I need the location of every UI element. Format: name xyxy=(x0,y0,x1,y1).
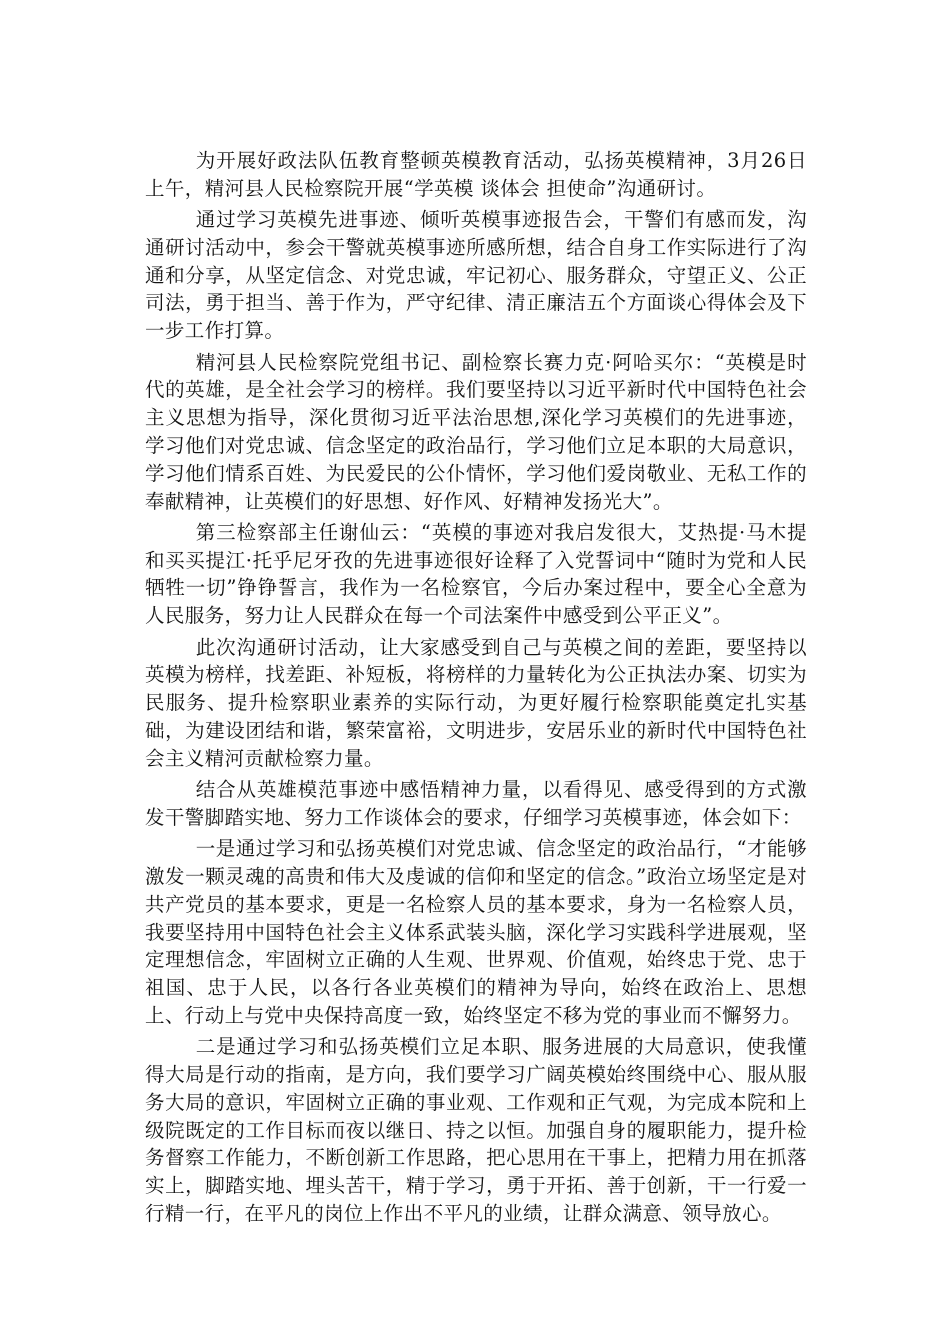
paragraph-8: 二是通过学习和弘扬英模们立足本职、服务进展的大局意识，使我懂得大局是行动的指南，是方向，我们要学习广阔英模始终围绕中心、服从服务大局的意识，牢固树立正确的事业观、工作观和正气观，为完成本院和上级院既定的工作目标而夜以继日、持之以恒。加强自身的履职能力，提升检务督察工作能力，不断创新工作思路，把心思用在干事上，把精力用在抓落实上，脚踏实地、埋头苦干，精于学习，勇于开拓、善于创新，干一行爱一行精一行，在平凡的岗位上作出不平凡的业绩，让群众满意、领导放心。 xyxy=(145,1035,807,1225)
paragraph-2: 通过学习英模先进事迹、倾听英模事迹报告会，干警们有感而发，沟通研讨活动中，参会干警就英模事迹所感所想，结合自身工作实际进行了沟通和分享，从坚定信念、对党忠诚，牢记初心、服务群众，守望正义、公正司法，勇于担当、善于作为，严守纪律、清正廉洁五个方面谈心得体会及下一步工作打算。 xyxy=(145,208,807,343)
document-body xyxy=(145,147,807,1231)
paragraph-3: 精河县人民检察院党组书记、副检察长赛力克·阿哈买尔：“英模是时代的英雄，是全社会学习的榜样。我们要坚持以习近平新时代中国特色社会主义思想为指导，深化贯彻习近平法治思想,深化学习英模们的先进事迹，学习他们对党忠诚、信念坚定的政治品行，学习他们立足本职的大局意识，学习他们情系百姓、为民爱民的公仆情怀，学习他们爱岗敬业、无私工作的奉献精神，让英模们的好思想、好作风、好精神发扬光大”。 xyxy=(145,350,807,513)
paragraph-6: 结合从英雄模范事迹中感悟精神力量，以看得见、感受得到的方式激发干警脚踏实地、努力工作谈体会的要求，仔细学习英模事迹，体会如下： xyxy=(145,778,807,829)
paragraph-7: 一是通过学习和弘扬英模们对党忠诚、信念坚定的政治品行，“才能够激发一颗灵魂的高贵和伟大及虔诚的信仰和坚定的信念。”政治立场坚定是对共产党员的基本要求，更是一名检察人员的基本要求，身为一名检察人员，我要坚持用中国特色社会主义体系武装头脑，深化学习实践科学进展观，坚定理想信念，牢固树立正确的人生观、世界观、价值观，始终忠于党、忠于祖国、忠于人民，以各行各业英模们的精神为导向，始终在政治上、思想上、行动上与党中央保持高度一致，始终坚定不移为党的事业而不懈努力。 xyxy=(145,837,807,1027)
paragraph-5: 此次沟通研讨活动，让大家感受到自己与英模之间的差距，要坚持以英模为榜样，找差距、补短板，将榜样的力量转化为公正执法办案、切实为民服务、提升检察职业素养的实际行动，为更好履行检察职能奠定扎实基础，为建设团结和谐，繁荣富裕，文明进步，安居乐业的新时代中国特色社会主义精河贡献检察力量。 xyxy=(145,635,807,770)
paragraph-1: 为开展好政法队伍教育整顿英模教育活动，弘扬英模精神，3月26日上午，精河县人民检察院开展“学英模 谈体会 担使命”沟通研讨。 xyxy=(145,149,807,200)
paragraph-4: 第三检察部主任谢仙云：“英模的事迹对我启发很大，艾热提·马木提和买买提江·托乎尼牙孜的先进事迹很好诠释了入党誓词中“随时为党和人民牺牲一切”铮铮誓言，我作为一名检察官，今后办案过程中，要全心全意为人民服务，努力让人民群众在每一个司法案件中感受到公平正义”。 xyxy=(145,520,807,628)
